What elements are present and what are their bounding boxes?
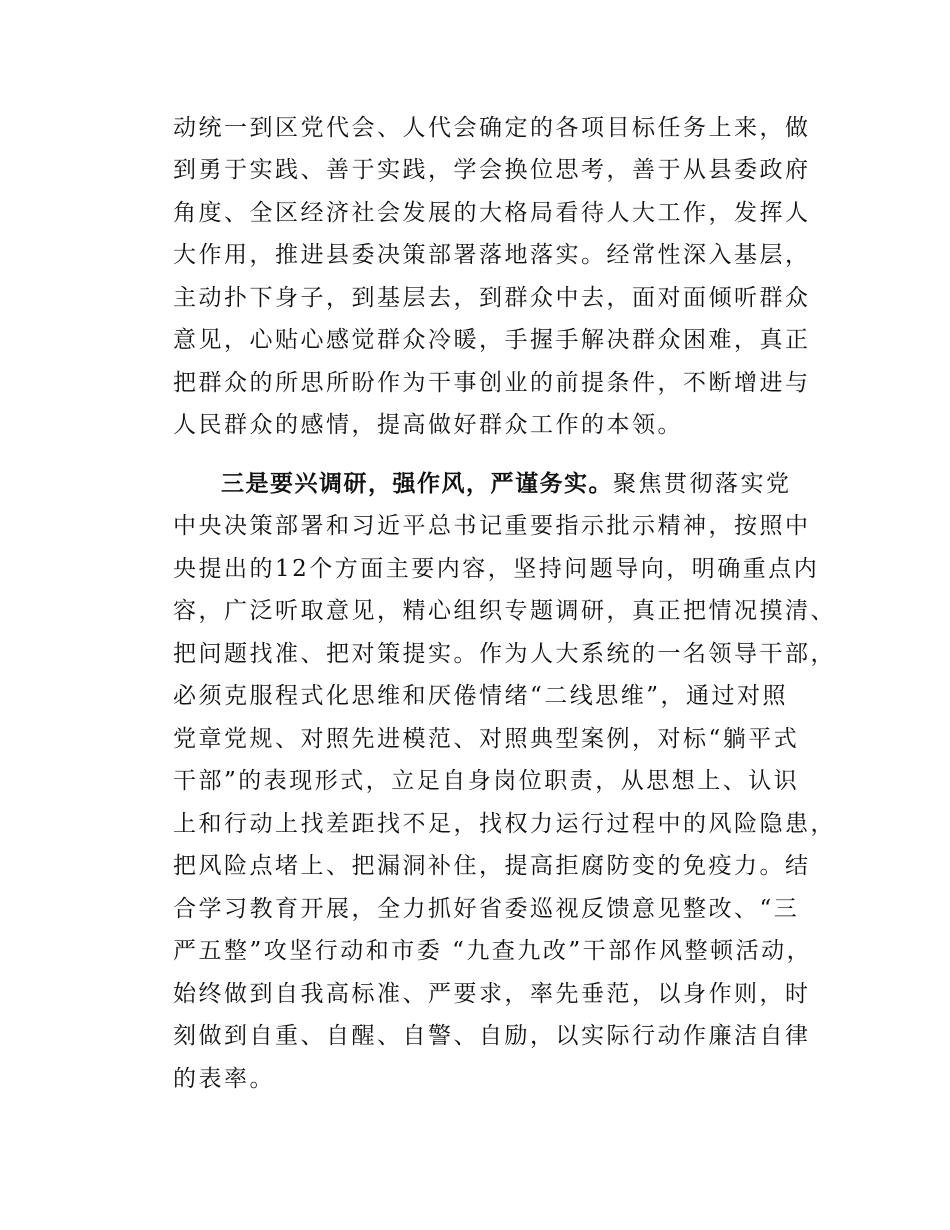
paragraph-line: 必须克服程式化思维和厌倦情绪“二线思维”，通过对照 [173, 683, 789, 709]
paragraph-line: 中央决策部署和习近平总书记重要指示批示精神，按照中 [173, 513, 811, 539]
paragraph-line: 容，广泛听取意见，精心组织专题调研，真正把情况摸清、 [173, 598, 836, 624]
paragraph-line: 始终做到自我高标准、严要求，率先垂范，以身作则，时 [173, 981, 811, 1007]
paragraph-line: 人民群众的感情，提高做好群众工作的本领。 [173, 412, 683, 438]
paragraph-line: 主动扑下身子，到基层去，到群众中去，面对面倾听群众 [173, 285, 811, 311]
paragraph-line: 干部”的表现形式，立足自身岗位职责，从思想上、认识 [173, 768, 800, 794]
paragraph-line: 大作用，推进县委决策部署落地落实。经常性深入基层， [173, 242, 811, 268]
paragraph-line: 合学习教育开展，全力抓好省委巡视反馈意见整改、“三 [173, 896, 800, 922]
paragraph-first-line [221, 469, 792, 499]
paragraph-line: 把群众的所思所盼作为干事创业的前提条件，不断增进与 [173, 370, 811, 396]
section-heading: 三是要兴调研，强作风，严谨务实。 [221, 471, 613, 497]
paragraph-line: 把风险点堵上、把漏洞补住，提高拒腐防变的免疫力。结 [173, 853, 811, 879]
paragraph-text: 聚焦贯彻落实党 [613, 471, 792, 497]
paragraph-line: 意见，心贴心感觉群众冷暖，手握手解决群众困难，真正 [173, 327, 811, 353]
paragraph-line: 央提出的12个方面主要内容，坚持问题导向，明确重点内 [173, 556, 820, 582]
paragraph-line: 把问题找准、把对策提实。作为人大系统的一名领导干部， [173, 641, 836, 667]
paragraph-line: 严五整”攻坚行动和市委 “九查九改”干部作风整顿活动， [173, 938, 813, 964]
paragraph-line: 刻做到自重、自醒、自警、自励，以实际行动作廉洁自律 [173, 1023, 811, 1049]
paragraph-line: 动统一到区党代会、人代会确定的各项目标任务上来，做 [173, 115, 811, 141]
paragraph-line: 党章党规、对照先进模范、对照典型案例，对标“躺平式 [173, 726, 800, 752]
paragraph-line: 上和行动上找差距找不足，找权力运行过程中的风险隐患， [173, 811, 836, 837]
paragraph-line: 的表率。 [173, 1066, 275, 1092]
paragraph-line: 角度、全区经济社会发展的大格局看待人大工作，发挥人 [173, 200, 811, 226]
paragraph-line: 到勇于实践、善于实践，学会换位思考，善于从县委政府 [173, 157, 811, 183]
